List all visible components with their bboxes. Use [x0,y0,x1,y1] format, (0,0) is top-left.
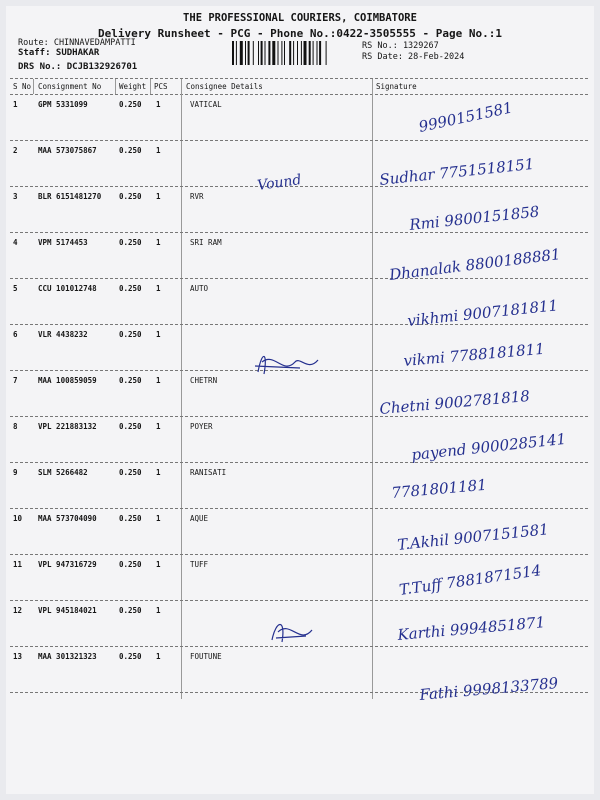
row-sno: 13 [13,652,23,661]
row-consignment-no: VPL 221883132 [38,422,97,431]
signature-8: payend 9000285141 [410,429,567,464]
row-sno: 5 [13,284,18,293]
barcode-bar [265,41,266,65]
row-pcs: 1 [156,238,161,247]
company-title: THE PROFESSIONAL COURIERS, COIMBATORE [183,12,417,24]
row-pcs: 1 [156,330,161,339]
rs-date: RS Date: 28-Feb-2024 [362,52,465,62]
signature-3: Rmi 9800151858 [408,202,541,234]
row-pcs: 1 [156,146,161,155]
row-weight: 0.250 [119,560,142,569]
row-weight: 0.250 [119,606,142,615]
row-weight: 0.250 [119,284,142,293]
row-separator [10,646,588,647]
row-sno: 12 [13,606,23,615]
row-separator [10,416,588,417]
row-consignee: AQUE [190,514,209,523]
barcode-bar [326,41,327,65]
row-sno: 8 [13,422,18,431]
signature-column-divider [372,79,373,699]
row-pcs: 1 [156,514,161,523]
row-sno: 7 [13,376,18,385]
row-separator [10,140,588,141]
barcode-bar [301,41,302,65]
row-pcs: 1 [156,376,161,385]
row-sno: 2 [13,146,18,155]
row-weight: 0.250 [119,146,142,155]
col-divider [150,79,151,94]
drs-number: DRS No.: DCJB132926701 [18,62,138,72]
row-weight: 0.250 [119,376,142,385]
col-header-consignment: Consignment No [38,82,102,91]
row-weight: 0.250 [119,192,142,201]
barcode-bar [245,41,246,65]
col-header-weight: Weight [119,82,147,91]
row-pcs: 1 [156,284,161,293]
barcode [232,41,350,65]
row-consignment-no: MAA 301321323 [38,652,97,661]
row-consignment-no: VPL 947316729 [38,560,97,569]
row-consignment-no: VLR 4438232 [38,330,88,339]
barcode-bar [319,41,321,65]
barcode-bar [236,41,237,65]
row-consignment-no: BLR 6151481270 [38,192,102,201]
row-separator [10,600,588,601]
row-weight: 0.250 [119,100,142,109]
row-consignee: VATICAL [190,100,222,109]
row-separator [10,554,588,555]
row-pcs: 1 [156,606,161,615]
row-sno: 1 [13,100,18,109]
barcode-bar [309,41,311,65]
runsheet-subtitle: Delivery Runsheet - PCG - Phone No.:0422-3505555 - Page No.:1 [98,27,502,40]
row-consignee: TUFF [190,560,209,569]
header-rule-bottom [10,94,588,95]
row-weight: 0.250 [119,330,142,339]
row-consignment-no: VPL 945184021 [38,606,97,615]
barcode-bar [289,41,291,65]
row-sno: 4 [13,238,18,247]
consignee-column-divider [181,79,182,699]
signature-7: Chetni 9002781818 [378,386,531,418]
row-separator [10,370,588,371]
col-header-sno: S No [13,82,32,91]
signature-1: 9990151581 [417,98,515,136]
row-pcs: 1 [156,652,161,661]
row-consignment-no: MAA 100859059 [38,376,97,385]
barcode-bar [281,41,282,65]
row-consignee: POYER [190,422,213,431]
row-separator [10,462,588,463]
row-weight: 0.250 [119,422,142,431]
row-separator [10,186,588,187]
barcode-bar [313,41,314,65]
row-pcs: 1 [156,468,161,477]
rs-number: RS No.: 1329267 [362,41,439,51]
row-consignment-no: MAA 573704090 [38,514,97,523]
row-weight: 0.250 [119,468,142,477]
barcode-bar [293,41,294,65]
barcode-bar [272,41,275,65]
barcode-bar [232,41,234,65]
row-separator [10,324,588,325]
col-divider [115,79,116,94]
barcode-bar [278,41,279,65]
signature-13: Fathi 9998133789 [418,673,559,704]
signature-5: vikhmi 9007181811 [406,296,559,330]
row-sno: 3 [13,192,18,201]
signature-12: Karthi 9994851871 [396,613,546,644]
row-sno: 10 [13,514,23,523]
barcode-bar [284,41,285,65]
barcode-bar [248,41,250,65]
signature-10: T.Akhil 9007151581 [396,520,550,554]
route-label: Route: CHINNAVEDAMPATTI [18,38,136,48]
signature-2: Sudhar 7751518151 [378,154,536,189]
row-consignment-no: VPM 5174453 [38,238,88,247]
col-header-consignee: Consignee Details [186,82,263,91]
row-consignee: FOUTUNE [190,652,222,661]
signature-6: vikmi 7788181811 [402,339,546,370]
row-consignment-no: GPM 5331099 [38,100,88,109]
runsheet-page [6,6,594,794]
barcode-bar [268,41,270,65]
row-consignment-no: MAA 573075867 [38,146,97,155]
row-weight: 0.250 [119,652,142,661]
row-sno: 6 [13,330,18,339]
col-header-pcs: PCS [154,82,168,91]
col-header-signature: Signature [376,82,417,91]
signature-11: T.Tuff 7881871514 [398,561,543,599]
row-consignee: RANISATI [190,468,227,477]
row-pcs: 1 [156,192,161,201]
row-consignee: SRI RAM [190,238,222,247]
barcode-bar [261,41,263,65]
row-pcs: 1 [156,100,161,109]
header-rule-top [10,78,588,79]
signature-4: Dhanalak 8800188881 [388,245,562,284]
row-separator [10,692,588,693]
row-sno: 11 [13,560,23,569]
signature-9: 7781801181 [390,475,488,502]
row-weight: 0.250 [119,514,142,523]
row-weight: 0.250 [119,238,142,247]
staff-label: Staff: SUDHAKAR [18,48,100,58]
row-separator [10,508,588,509]
barcode-bar [304,41,307,65]
col-divider [33,79,34,94]
barcode-bar [317,41,318,65]
row-separator [10,232,588,233]
row-consignee: AUTO [190,284,209,293]
barcode-bar [253,41,254,65]
barcode-bar [240,41,243,65]
row-consignee: CHETRN [190,376,218,385]
consignee-mark: Vound [256,171,303,194]
barcode-bar [258,41,259,65]
row-consignment-no: SLM 5266482 [38,468,88,477]
row-pcs: 1 [156,422,161,431]
row-separator [10,278,588,279]
row-consignee: RVR [190,192,204,201]
row-pcs: 1 [156,560,161,569]
barcode-bar [297,41,298,65]
row-sno: 9 [13,468,18,477]
row-consignment-no: CCU 101012748 [38,284,97,293]
